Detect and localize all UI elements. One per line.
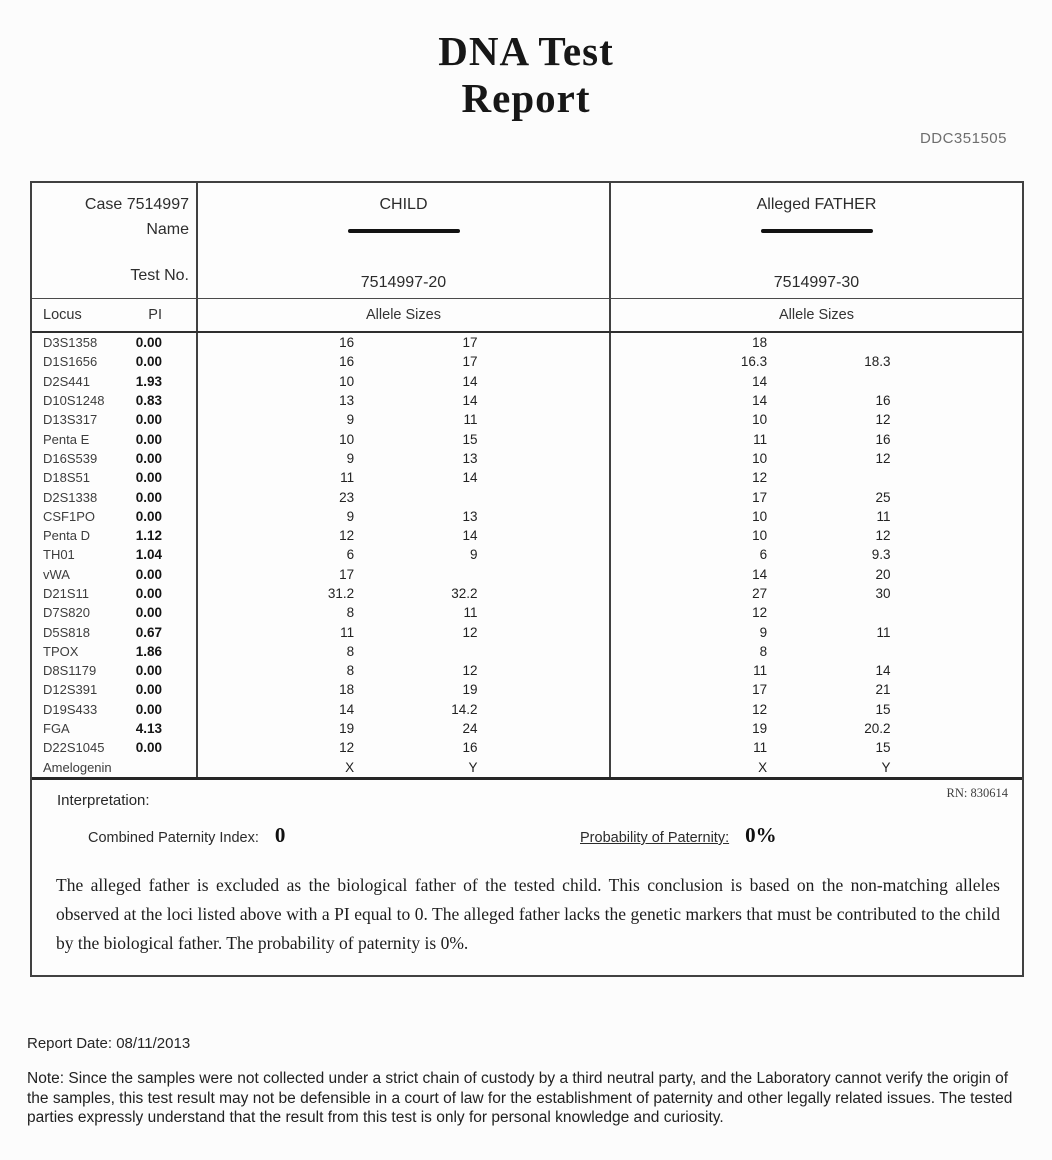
- father-alleles: [611, 758, 1022, 777]
- allele-1: 14: [339, 701, 355, 717]
- case-info-cell: [32, 183, 198, 298]
- pi-value: 0.67: [135, 624, 162, 640]
- pi-value: 0.00: [135, 682, 162, 698]
- table-row: [32, 700, 1022, 719]
- father-alleles: [611, 565, 1022, 584]
- child-alleles: [198, 333, 611, 352]
- rn-number: RN: 830614: [946, 786, 1008, 800]
- pop-label: Probability of Paternity:: [580, 830, 730, 846]
- report-date: Report Date: 08/11/2013: [27, 1035, 191, 1052]
- locus-pi-cell: [32, 449, 198, 468]
- locus-name: D18S51: [43, 470, 90, 486]
- locus-pi-cell: [32, 719, 198, 738]
- allele-2: 12: [875, 450, 891, 466]
- allele-2: 11: [876, 624, 891, 640]
- case-number-label: Case 7514997: [84, 196, 189, 213]
- locus-name: D21S11: [43, 586, 90, 601]
- father-alleles: [611, 738, 1022, 757]
- father-alleles: [611, 642, 1022, 661]
- allele-2: 14: [462, 470, 478, 486]
- locus-name: D12S391: [43, 682, 98, 698]
- allele-1: X: [345, 759, 355, 775]
- locus-pi-cell: [32, 622, 198, 641]
- table-row: [32, 642, 1022, 661]
- father-alleles: [611, 333, 1022, 352]
- allele-2: 16: [875, 393, 891, 409]
- combined-paternity-index: [88, 823, 285, 848]
- allele-2: 32.2: [451, 586, 478, 601]
- allele-2: 20.2: [864, 721, 891, 737]
- allele-1: 14: [752, 373, 768, 389]
- table-row: [32, 680, 1022, 699]
- table-row: [32, 333, 1022, 352]
- table-row: [32, 487, 1022, 506]
- child-alleles: [198, 372, 611, 391]
- father-allele-header-cell: [611, 299, 1022, 331]
- allele-1: 11: [753, 740, 768, 756]
- allele-1: 9: [759, 624, 768, 640]
- locus-name: D19S433: [43, 701, 98, 717]
- allele-2: 14: [462, 393, 478, 409]
- father-alleles: [611, 391, 1022, 410]
- child-alleles: [198, 391, 611, 410]
- locus-pi-cell: [32, 758, 198, 777]
- father-alleles: [611, 661, 1022, 680]
- table-header-band: [32, 183, 1022, 299]
- child-alleles: [198, 429, 611, 448]
- locus-pi-cell: [32, 584, 198, 603]
- father-allele-sizes-header: Allele Sizes: [779, 307, 854, 323]
- allele-1: 8: [346, 663, 355, 679]
- table-row: [32, 410, 1022, 429]
- locus-pi-cell: [32, 410, 198, 429]
- allele-2: 15: [875, 740, 891, 756]
- allele-1: 16: [339, 335, 355, 351]
- pi-value: 0.00: [135, 431, 162, 447]
- child-alleles: [198, 700, 611, 719]
- interpretation-section: [32, 780, 1022, 975]
- table-row: [32, 449, 1022, 468]
- table-body: [32, 333, 1022, 780]
- child-alleles: [198, 758, 611, 777]
- allele-1: 18: [752, 335, 768, 351]
- pi-value: 1.12: [135, 528, 162, 544]
- table-row: [32, 603, 1022, 622]
- interpretation-label: Interpretation:: [57, 792, 150, 809]
- locus-pi-cell: [32, 468, 198, 487]
- table-row: [32, 738, 1022, 757]
- allele-1: 18: [339, 682, 355, 698]
- allele-2: 16: [462, 740, 478, 756]
- allele-1: 12: [752, 470, 768, 486]
- redacted-name-bar: [348, 229, 460, 233]
- allele-1: 23: [339, 489, 355, 505]
- child-alleles: [198, 352, 611, 371]
- father-alleles: [611, 719, 1022, 738]
- allele-1: 8: [759, 643, 768, 659]
- allele-1: 16: [339, 354, 355, 370]
- child-alleles: [198, 680, 611, 699]
- child-alleles: [198, 603, 611, 622]
- child-alleles: [198, 468, 611, 487]
- child-alleles: [198, 661, 611, 680]
- locus-name: D10S1248: [43, 393, 105, 409]
- father-test-no: 7514997-30: [773, 274, 860, 291]
- allele-1: 9: [346, 450, 355, 466]
- allele-2: 13: [462, 508, 478, 524]
- locus-pi-header: [32, 299, 198, 331]
- table-row: [32, 429, 1022, 448]
- father-alleles: [611, 410, 1022, 429]
- father-header-cell: [611, 183, 1022, 298]
- locus-pi-cell: [32, 507, 198, 526]
- child-alleles: [198, 584, 611, 603]
- allele-2: 18.3: [864, 354, 891, 370]
- child-alleles: [198, 719, 611, 738]
- father-alleles: [611, 622, 1022, 641]
- allele-1: 8: [346, 605, 355, 621]
- allele-2: 12: [875, 528, 891, 544]
- pi-value: 0.00: [135, 740, 162, 756]
- pi-value: 0.00: [135, 450, 162, 466]
- page-title-line1: DNA Test: [438, 28, 614, 74]
- allele-2: 15: [462, 431, 478, 447]
- allele-2: 30: [875, 586, 891, 601]
- test-no-label: Test No.: [130, 267, 189, 284]
- allele-2: 17: [462, 354, 478, 370]
- father-alleles: [611, 680, 1022, 699]
- table-row: [32, 468, 1022, 487]
- child-alleles: [198, 449, 611, 468]
- allele-2: 9: [469, 547, 478, 563]
- allele-1: 31.2: [327, 586, 355, 601]
- allele-2: 24: [462, 721, 478, 737]
- allele-2: 19: [462, 682, 478, 698]
- allele-1: 6: [346, 547, 355, 563]
- allele-1: 17: [752, 489, 768, 505]
- locus-pi-cell: [32, 333, 198, 352]
- allele-1: 10: [752, 450, 768, 466]
- pi-value: 0.83: [135, 393, 162, 409]
- locus-pi-cell: [32, 700, 198, 719]
- pi-header: PI: [148, 307, 162, 323]
- child-alleles: [198, 738, 611, 757]
- table-row: [32, 584, 1022, 603]
- locus-pi-cell: [32, 487, 198, 506]
- allele-2: 11: [876, 508, 891, 524]
- pi-value: 1.93: [135, 373, 162, 389]
- pi-value: 1.86: [135, 643, 162, 659]
- child-allele-header-cell: [198, 299, 611, 331]
- allele-1: 10: [339, 373, 355, 389]
- child-alleles: [198, 565, 611, 584]
- cpi-label: Combined Paternity Index:: [88, 830, 259, 846]
- allele-2: 9.3: [871, 547, 891, 563]
- allele-2: 11: [463, 605, 478, 621]
- allele-1: 27: [752, 586, 768, 601]
- locus-name: Penta D: [43, 528, 90, 544]
- allele-1: 12: [752, 605, 768, 621]
- cpi-value: 0: [274, 823, 286, 847]
- allele-1: 16.3: [740, 354, 768, 370]
- allele-1: X: [758, 759, 768, 775]
- locus-name: Penta E: [43, 431, 90, 447]
- allele-1: 12: [339, 528, 355, 544]
- allele-1: 11: [753, 663, 768, 679]
- allele-1: 12: [339, 740, 355, 756]
- father-alleles: [611, 468, 1022, 487]
- allele-2: 25: [875, 489, 891, 505]
- allele-2: 12: [462, 663, 478, 679]
- father-alleles: [611, 372, 1022, 391]
- interpretation-paragraph: The alleged father is excluded as the biological father of the tested child. This conclusion is based on the non-matching alleles observed at the loci listed above with a PI equal to 0. The alleged father lacks the genetic markers that must be contributed to the child by the biological father. The probability of paternity is 0%.: [56, 875, 1000, 953]
- allele-1: 10: [752, 508, 768, 524]
- probability-of-paternity: [580, 823, 777, 848]
- pop-value: 0%: [745, 823, 777, 847]
- child-alleles: [198, 622, 611, 641]
- locus-pi-cell: [32, 352, 198, 371]
- pi-value: 4.13: [135, 721, 162, 737]
- allele-1: 9: [346, 412, 355, 428]
- pi-value: 0.00: [135, 470, 162, 486]
- allele-2: 14: [462, 528, 478, 544]
- locus-name: D22S1045: [43, 740, 105, 756]
- allele-2: 12: [875, 412, 891, 428]
- pi-value: 0.00: [135, 489, 162, 505]
- pi-value: 0.00: [135, 508, 162, 524]
- child-alleles: [198, 507, 611, 526]
- allele-1: 10: [752, 528, 768, 544]
- allele-2: 20: [875, 566, 891, 582]
- locus-pi-cell: [32, 372, 198, 391]
- report-table: [30, 181, 1024, 977]
- allele-2: 21: [875, 682, 891, 698]
- allele-2: 13: [462, 450, 478, 466]
- child-alleles: [198, 642, 611, 661]
- locus-name: FGA: [43, 721, 70, 737]
- table-row: [32, 622, 1022, 641]
- locus-name: D13S317: [43, 412, 98, 428]
- pi-value: 0.00: [135, 354, 162, 370]
- pi-value: 0.00: [135, 566, 162, 582]
- allele-2: Y: [468, 759, 478, 775]
- locus-name: Amelogenin: [43, 759, 112, 775]
- child-allele-sizes-header: Allele Sizes: [366, 307, 441, 323]
- locus-name: D8S1179: [43, 663, 97, 679]
- table-row: [32, 545, 1022, 564]
- allele-1: 17: [339, 566, 355, 582]
- allele-2: 17: [462, 335, 478, 351]
- allele-1: 11: [340, 470, 355, 486]
- allele-1: 11: [340, 624, 355, 640]
- pi-value: 0.00: [135, 663, 162, 679]
- document-id: DDC351505: [919, 130, 1007, 147]
- allele-1: 10: [752, 412, 768, 428]
- locus-pi-cell: [32, 565, 198, 584]
- allele-1: 9: [346, 508, 355, 524]
- allele-1: 11: [753, 431, 768, 447]
- table-row: [32, 372, 1022, 391]
- child-alleles: [198, 545, 611, 564]
- father-alleles: [611, 526, 1022, 545]
- locus-name: D5S818: [43, 624, 90, 640]
- pi-value: 0.00: [135, 605, 162, 621]
- allele-2: 14: [462, 373, 478, 389]
- child-test-no: 7514997-20: [360, 274, 447, 291]
- locus-name: vWA: [43, 566, 70, 582]
- pi-value: 0.00: [135, 412, 162, 428]
- father-alleles: [611, 603, 1022, 622]
- allele-1: 12: [752, 701, 768, 717]
- locus-pi-cell: [32, 738, 198, 757]
- child-alleles: [198, 526, 611, 545]
- child-title: CHILD: [379, 196, 428, 213]
- locus-name: D3S1358: [43, 335, 98, 351]
- locus-pi-cell: [32, 391, 198, 410]
- locus-pi-cell: [32, 680, 198, 699]
- allele-1: 19: [752, 721, 768, 737]
- table-row: [32, 391, 1022, 410]
- allele-1: 19: [339, 721, 355, 737]
- locus-header: Locus: [43, 307, 82, 323]
- allele-1: 17: [752, 682, 768, 698]
- allele-2: 15: [875, 701, 891, 717]
- table-row: [32, 507, 1022, 526]
- name-label: Name: [146, 221, 189, 238]
- locus-name: TPOX: [43, 643, 79, 659]
- allele-2: 16: [875, 431, 891, 447]
- table-row: [32, 661, 1022, 680]
- redacted-name-bar: [761, 229, 873, 233]
- table-row: [32, 526, 1022, 545]
- locus-pi-cell: [32, 526, 198, 545]
- father-alleles: [611, 487, 1022, 506]
- pi-value: 0.00: [135, 586, 162, 601]
- locus-name: D16S539: [43, 450, 98, 466]
- allele-1: 13: [339, 393, 355, 409]
- allele-2: 11: [463, 412, 478, 428]
- father-alleles: [611, 507, 1022, 526]
- locus-name: D1S1656: [43, 354, 98, 370]
- child-alleles: [198, 487, 611, 506]
- allele-1: 10: [339, 431, 355, 447]
- allele-2: 14: [875, 663, 891, 679]
- footer-note: Note: Since the samples were not collected under a strict chain of custody by a third neutral party, and the Laboratory cannot verify the origin of the samples, this test result may not be defensible in a court of law for the establishment of paternity and other legally related issues. The tested parties expressly understand that the result from this test is only for personal knowledge and curiosity.: [27, 1070, 1013, 1126]
- allele-2: Y: [881, 759, 891, 775]
- father-alleles: [611, 352, 1022, 371]
- column-header-row: [32, 299, 1022, 333]
- locus-pi-cell: [32, 429, 198, 448]
- locus-name: TH01: [43, 547, 75, 563]
- locus-pi-cell: [32, 545, 198, 564]
- allele-2: 12: [462, 624, 478, 640]
- page-title: [0, 28, 1052, 122]
- father-alleles: [611, 429, 1022, 448]
- allele-2: 14.2: [451, 701, 478, 717]
- child-alleles: [198, 410, 611, 429]
- allele-1: 14: [752, 393, 768, 409]
- pi-value: 1.04: [135, 547, 162, 563]
- locus-pi-cell: [32, 661, 198, 680]
- allele-1: 6: [759, 547, 768, 563]
- pi-value: 0.00: [135, 335, 162, 351]
- table-row: [32, 352, 1022, 371]
- locus-name: D2S441: [43, 373, 90, 389]
- father-alleles: [611, 700, 1022, 719]
- table-row: [32, 719, 1022, 738]
- table-row: [32, 758, 1022, 777]
- father-alleles: [611, 584, 1022, 603]
- child-header-cell: [198, 183, 611, 298]
- allele-1: 14: [752, 566, 768, 582]
- father-alleles: [611, 545, 1022, 564]
- locus-name: D7S820: [43, 605, 90, 621]
- locus-name: D2S1338: [43, 489, 98, 505]
- pi-value: 0.00: [135, 701, 162, 717]
- father-title: Alleged FATHER: [756, 196, 877, 213]
- locus-pi-cell: [32, 603, 198, 622]
- father-alleles: [611, 449, 1022, 468]
- locus-pi-cell: [32, 642, 198, 661]
- table-row: [32, 565, 1022, 584]
- locus-name: CSF1PO: [43, 508, 96, 524]
- allele-1: 8: [346, 643, 355, 659]
- page-title-line2: Report: [461, 75, 591, 121]
